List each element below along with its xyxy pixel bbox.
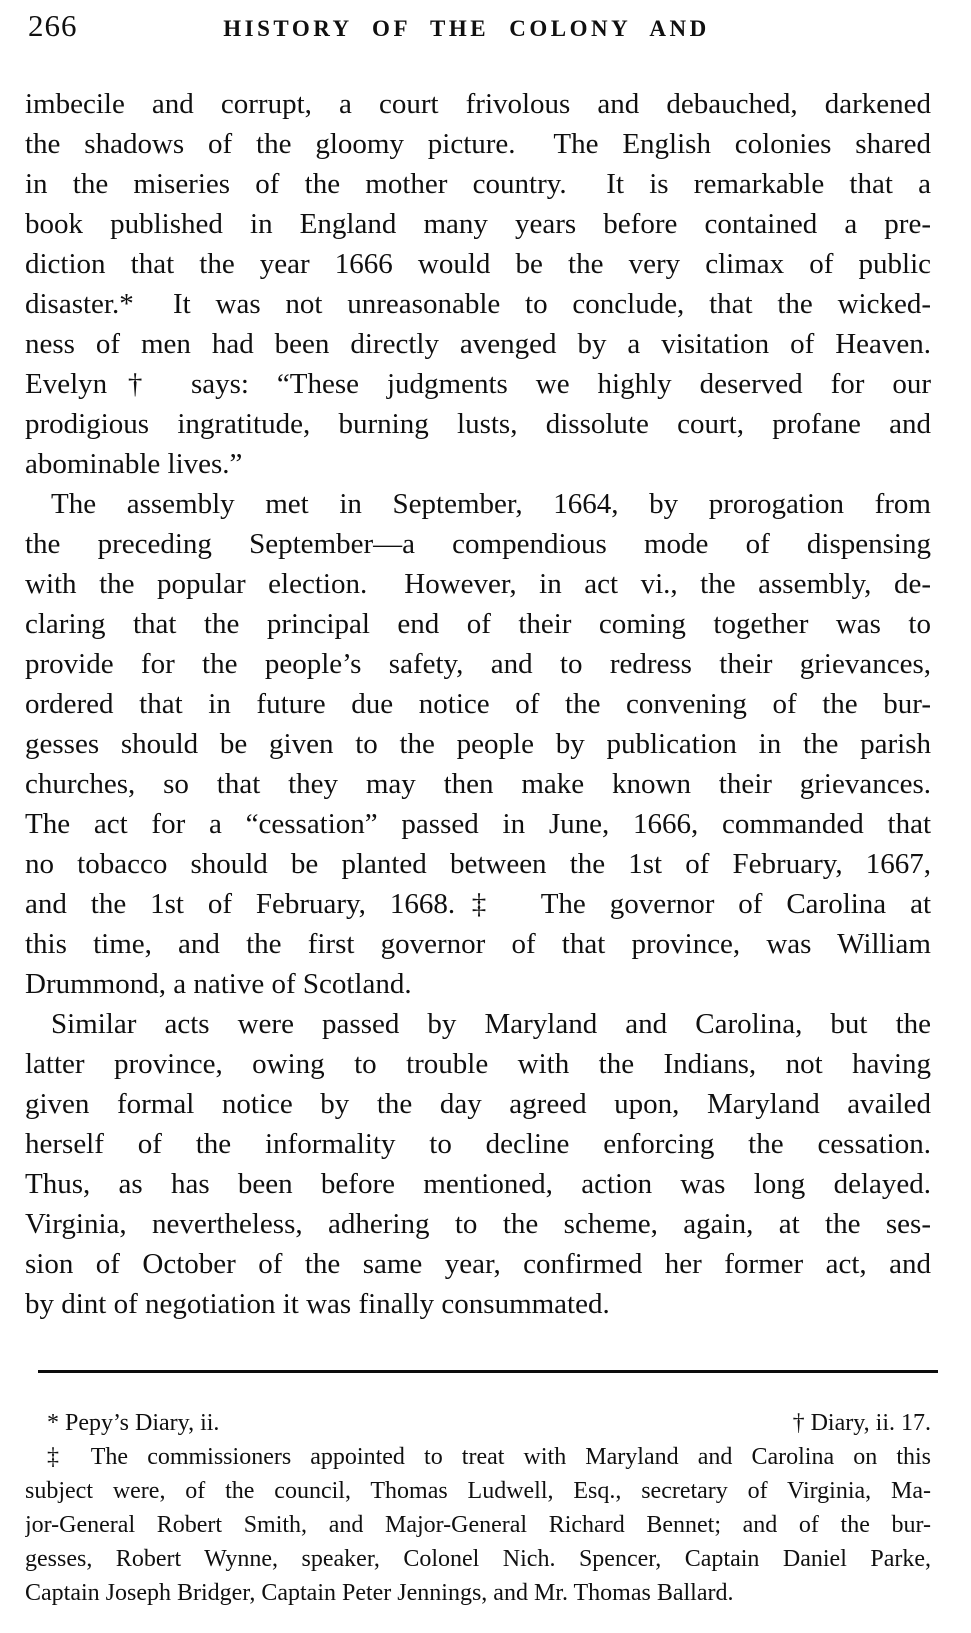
running-head-title: HISTORY OF THE COLONY AND — [223, 16, 710, 41]
text-line: Drummond, a native of Scotland. — [25, 968, 412, 1000]
text-line: The act for a “cessation” passed in June, 1666, commanded that — [25, 808, 931, 840]
page-number: 266 — [28, 8, 78, 43]
text-line: Similar acts were passed by Maryland and Carolina, but the — [51, 1008, 931, 1040]
text-line: book published in England many years before contained a pre- — [25, 208, 931, 240]
running-head — [0, 0, 971, 62]
text-line: diction that the year 1666 would be the very climax of public — [25, 248, 931, 280]
text-line: Evelyn† says: “These judgments we highly deserved for our — [25, 368, 931, 400]
footnotes — [25, 1406, 931, 1610]
text-line: latter province, owing to trouble with the Indians, not having — [25, 1048, 931, 1080]
text-line: imbecile and corrupt, a court frivolous and debauched, darkened — [25, 88, 931, 120]
footnote-line: ‡ The commissioners appointed to treat with Maryland and Carolina on this — [47, 1444, 931, 1470]
text-line: provide for the people’s safety, and to redress their grievances, — [25, 648, 931, 680]
text-line: by dint of negotiation it was finally consummated. — [25, 1288, 610, 1320]
footnote-dagger: † Diary, ii. 17. — [792, 1410, 931, 1436]
text-line: and the 1st of February, 1668.‡ The governor of Carolina at — [25, 888, 931, 920]
paragraph-3 — [25, 1004, 931, 1324]
text-line: claring that the principal end of their coming together was to — [25, 608, 931, 640]
footnote-refs-line — [25, 1406, 931, 1440]
text-line: the shadows of the gloomy picture. The English colonies shared — [25, 128, 931, 160]
text-line: The assembly met in September, 1664, by prorogation from — [51, 488, 931, 520]
text-line: ordered that in future due notice of the convening of the bur- — [25, 688, 931, 720]
text-line: Virginia, nevertheless, adhering to the scheme, again, at the ses- — [25, 1208, 931, 1240]
paragraph-1 — [25, 84, 931, 484]
paragraph-2 — [25, 484, 931, 1004]
text-line: with the popular election. However, in act vi., the assembly, de- — [25, 568, 931, 600]
footnote-star: * Pepy’s Diary, ii. — [47, 1410, 220, 1436]
text-line: ness of men had been directly avenged by a visitation of Heaven. — [25, 328, 931, 360]
footnote-line: jor-General Robert Smith, and Major-General Richard Bennet; and of the bur- — [25, 1512, 931, 1538]
text-line: no tobacco should be planted between the 1st of February, 1667, — [25, 848, 931, 880]
text-line: gesses should be given to the people by publication in the parish — [25, 728, 931, 760]
text-line: in the miseries of the mother country. It is remarkable that a — [25, 168, 931, 200]
footnote-line: Captain Joseph Bridger, Captain Peter Jennings, and Mr. Thomas Ballard. — [25, 1580, 734, 1606]
text-line: sion of October of the same year, confirmed her former act, and — [25, 1248, 931, 1280]
text-line: the preceding September—a compendious mode of dispensing — [25, 528, 931, 560]
text-line: this time, and the first governor of that province, was William — [25, 928, 931, 960]
footnote-line: gesses, Robert Wynne, speaker, Colonel Nich. Spencer, Captain Daniel Parke, — [25, 1546, 931, 1572]
footnote-rule — [38, 1370, 938, 1373]
text-line: Thus, as has been before mentioned, action was long delayed. — [25, 1168, 931, 1200]
body-text — [25, 84, 931, 1324]
text-line: disaster.* It was not unreasonable to conclude, that the wicked- — [25, 288, 931, 320]
text-line: abominable lives.” — [25, 448, 243, 480]
text-line: churches, so that they may then make known their grievances. — [25, 768, 931, 800]
text-line: given formal notice by the day agreed upon, Maryland availed — [25, 1088, 931, 1120]
text-line: herself of the informality to decline enforcing the cessation. — [25, 1128, 931, 1160]
text-line: prodigious ingratitude, burning lusts, dissolute court, profane and — [25, 408, 931, 440]
footnote-line: subject were, of the council, Thomas Ludwell, Esq., secretary of Virginia, Ma- — [25, 1478, 931, 1504]
